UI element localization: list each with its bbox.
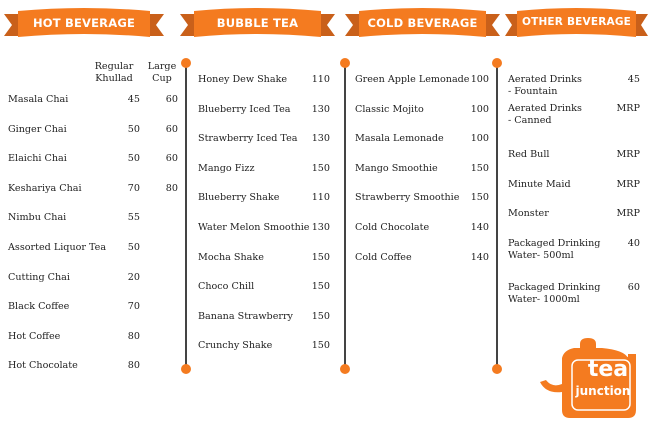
menu-item-name: Blueberry Shake [198, 192, 280, 204]
menu-item [508, 179, 640, 191]
menu-item-price: 100 [470, 103, 489, 115]
menu-item [198, 74, 330, 86]
menu-item-name: Cold Coffee [355, 251, 412, 263]
divider-3 [492, 58, 502, 378]
menu-item-name-line2: - Canned [508, 115, 552, 126]
menu-item-price: 100 [470, 133, 489, 145]
menu-item [198, 163, 330, 175]
menu-item-price-regular: 50 [127, 242, 140, 253]
menu-item [8, 272, 178, 284]
menu-item [198, 311, 330, 323]
menu-item-price: 150 [470, 162, 489, 174]
menu-item-price: 100 [470, 74, 489, 85]
menu-item-name: Masala Lemonade [355, 133, 444, 145]
menu-item [508, 74, 640, 98]
menu-item [355, 222, 489, 234]
menu-item-price: MRP [616, 179, 640, 190]
menu-item-price-regular: 70 [127, 301, 140, 313]
menu-item-name: Crunchy Shake [198, 340, 273, 352]
menu-item-price-large: 60 [165, 123, 178, 135]
menu-item-name: Hot Chocolate [8, 360, 78, 372]
menu-item-name: Packaged Drinking [508, 282, 601, 293]
menu-item-name: Cold Chocolate [355, 222, 430, 233]
menu-item-name: Black Coffee [8, 301, 70, 313]
menu-item-price-regular: 80 [127, 360, 140, 372]
menu-item-name-line2: - Fountain [508, 86, 558, 97]
divider-1 [181, 58, 191, 378]
menu-item [8, 212, 178, 224]
menu-item-price: 150 [311, 162, 330, 174]
logo-text-tea: tea [587, 357, 629, 382]
menu-item [8, 94, 178, 106]
menu-item [508, 149, 640, 161]
menu-item-name: Aerated Drinks [508, 74, 582, 85]
menu-item-name: Cutting Chai [8, 271, 70, 283]
menu-item-name: Honey Dew Shake [198, 74, 288, 85]
section-title-other: OTHER BEVERAGE [521, 16, 632, 28]
menu-item-name: Water Melon Smoothie [198, 222, 310, 233]
menu-item-price: 45 [627, 74, 640, 85]
section-title-hot: HOT BEVERAGE [32, 16, 136, 30]
menu-item [8, 183, 178, 195]
menu-item-name-line2: Water- 500ml [508, 250, 574, 261]
menu-item-price: 140 [470, 251, 489, 263]
menu-item [508, 103, 640, 127]
menu-item-price: MRP [616, 103, 640, 114]
menu-item-price: 130 [311, 222, 330, 233]
menu-item-price-regular: 45 [127, 94, 140, 105]
menu-item-price-large: 80 [165, 182, 178, 194]
menu-item-name-line2: Water- 1000ml [508, 294, 580, 305]
menu-item [8, 242, 178, 254]
menu-item [8, 153, 178, 165]
menu-item-name: Minute Maid [508, 179, 571, 190]
menu-item [8, 124, 178, 136]
menu-item-price: 150 [311, 281, 330, 293]
menu-item-name: Packaged Drinking [508, 238, 601, 249]
menu-item-name: Keshariya Chai [8, 182, 82, 194]
menu-item-name: Nimbu Chai [8, 212, 67, 224]
menu-item-price: 40 [627, 238, 640, 249]
menu-item-name: Aerated Drinks [508, 103, 582, 114]
menu-item-name: Strawberry Iced Tea [198, 133, 298, 145]
menu-item-name: Green Apple Lemonade [355, 74, 470, 85]
menu-item-price: 130 [311, 103, 330, 115]
menu-bubble-tea [198, 0, 333, 429]
menu-item-price: 150 [311, 251, 330, 263]
menu-item [8, 360, 178, 372]
menu-item-price-regular: 50 [127, 123, 140, 135]
menu-item [508, 208, 640, 220]
menu-cold-beverage [355, 0, 490, 429]
menu-item-name: Banana Strawberry [198, 310, 293, 322]
divider-2 [340, 58, 350, 378]
menu-item [198, 281, 330, 293]
menu-item-name: Choco Chill [198, 281, 255, 293]
menu-item-price-regular: 80 [127, 330, 140, 342]
menu-item-price: 140 [470, 222, 489, 233]
menu-item [355, 74, 489, 86]
menu-item-name: Red Bull [508, 149, 550, 160]
menu-item-name: Masala Chai [8, 94, 69, 105]
menu-item-price: 150 [311, 310, 330, 322]
menu-item [355, 163, 489, 175]
menu-item [198, 192, 330, 204]
menu-item [198, 133, 330, 145]
menu-item-name: Classic Mojito [355, 103, 424, 115]
menu-item [355, 252, 489, 264]
menu-item [508, 238, 640, 262]
menu-item-price: 110 [311, 74, 330, 85]
menu-item [198, 222, 330, 234]
section-title-cold: COLD BEVERAGE [367, 16, 478, 30]
menu-item-price-regular: 70 [127, 182, 140, 194]
menu-item-name: Mocha Shake [198, 251, 264, 263]
menu-item-price: 110 [311, 192, 330, 204]
menu-item-price-large: 60 [165, 153, 178, 165]
menu-item-price: 150 [470, 192, 489, 204]
menu-item [8, 331, 178, 343]
menu-item [198, 252, 330, 264]
col-header-large-label: Large Cup [147, 61, 177, 84]
logo-text-junction: junction [575, 384, 631, 398]
menu-item-price: 60 [627, 282, 640, 293]
menu-item-name: Monster [508, 208, 549, 219]
menu-item-name: Blueberry Iced Tea [198, 103, 291, 115]
menu-item-price-regular: 55 [127, 212, 140, 224]
menu-item [508, 282, 640, 306]
menu-item-price-regular: 50 [127, 153, 140, 165]
menu-item-price: MRP [616, 149, 640, 160]
menu-item [198, 104, 330, 116]
menu-item [355, 104, 489, 116]
menu-item-name: Ginger Chai [8, 123, 67, 135]
menu-item-price: 130 [311, 133, 330, 145]
menu-item-price: MRP [616, 208, 640, 219]
menu-item-price: 150 [311, 340, 330, 352]
menu-item [8, 301, 178, 313]
tea-junction-logo [538, 336, 638, 420]
menu-item [355, 192, 489, 204]
menu-item-name: Mango Smoothie [355, 162, 438, 174]
col-header-regular-label: Regular Khullad [94, 61, 134, 84]
section-title-bubble: BUBBLE TEA [216, 16, 299, 30]
menu-item [198, 340, 330, 352]
menu-item-name: Assorted Liquor Tea [8, 242, 107, 253]
menu-item [355, 133, 489, 145]
menu-item-price-large: 60 [165, 94, 178, 105]
menu-hot-beverage [8, 0, 178, 429]
menu-item-name: Strawberry Smoothie [355, 192, 460, 204]
menu-item-name: Hot Coffee [8, 330, 61, 342]
menu-item-name: Elaichi Chai [8, 153, 67, 165]
menu-item-name: Mango Fizz [198, 162, 255, 174]
menu-item-price-regular: 20 [127, 271, 140, 283]
